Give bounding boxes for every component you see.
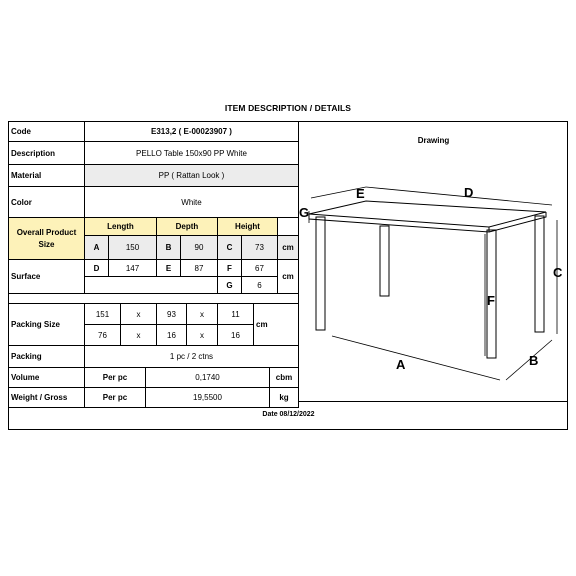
pack2-x1: x bbox=[121, 325, 157, 346]
dim-C-label: C bbox=[218, 236, 242, 260]
overall-size-label-line1: Overall Product bbox=[16, 227, 77, 237]
surface-blank bbox=[85, 277, 218, 294]
description-label: Description bbox=[9, 142, 85, 165]
weight-per: Per pc bbox=[85, 388, 146, 408]
color-value: White bbox=[85, 187, 299, 218]
packing-value: 1 pc / 2 ctns bbox=[85, 346, 299, 368]
leg-back-left bbox=[380, 226, 389, 296]
drawing-letter-F: F bbox=[487, 293, 495, 308]
pack1-length: 151 bbox=[85, 304, 121, 325]
overall-size-label-line2: Size bbox=[38, 239, 55, 249]
drawing-panel bbox=[299, 122, 568, 402]
depth-header: Depth bbox=[157, 218, 218, 236]
dim-F-value: 67 bbox=[242, 260, 278, 277]
document-title: ITEM DESCRIPTION / DETAILS bbox=[224, 103, 352, 113]
color-label: Color bbox=[9, 187, 85, 218]
leg-front-left bbox=[316, 217, 325, 330]
drawing-letter-C: C bbox=[553, 265, 563, 280]
weight-unit: kg bbox=[270, 388, 299, 408]
code-value: E313,2 ( E-00023907 ) bbox=[85, 122, 299, 142]
spacer-row bbox=[9, 294, 299, 304]
surface-label: Surface bbox=[9, 260, 85, 294]
material-label: Material bbox=[9, 165, 85, 187]
table-top-surface bbox=[309, 201, 546, 227]
dim-A-value: 150 bbox=[109, 236, 157, 260]
length-header: Length bbox=[85, 218, 157, 236]
description-value: PELLO Table 150x90 PP White bbox=[85, 142, 299, 165]
dim-G-label: G bbox=[218, 277, 242, 294]
pack2-width: 16 bbox=[157, 325, 187, 346]
dim-D-label: D bbox=[85, 260, 109, 277]
code-label: Code bbox=[9, 122, 85, 142]
material-value: PP ( Rattan Look ) bbox=[85, 165, 299, 187]
spec-sheet bbox=[8, 121, 568, 430]
dim-A-label: A bbox=[85, 236, 109, 260]
packing-size-label: Packing Size bbox=[9, 304, 85, 346]
dim-B-value: 90 bbox=[181, 236, 218, 260]
leg-back-right bbox=[535, 216, 544, 332]
drawing-letter-B: B bbox=[529, 353, 539, 368]
table-drawing bbox=[299, 122, 568, 401]
overall-size-label bbox=[9, 218, 85, 260]
pack2-length: 76 bbox=[85, 325, 121, 346]
date-footer: Date 08/12/2022 bbox=[262, 411, 315, 418]
pack1-x1: x bbox=[121, 304, 157, 325]
weight-value: 19,5500 bbox=[146, 388, 270, 408]
dim-B-label: B bbox=[157, 236, 181, 260]
dim-F-label: F bbox=[218, 260, 242, 277]
dim-G-value: 6 bbox=[242, 277, 278, 294]
height-header: Height bbox=[218, 218, 278, 236]
dim-C-value: 73 bbox=[242, 236, 278, 260]
table-top-front-edge bbox=[309, 214, 489, 232]
drawing-letter-D: D bbox=[464, 185, 474, 200]
pack1-width: 93 bbox=[157, 304, 187, 325]
pack2-x2: x bbox=[187, 325, 218, 346]
volume-per: Per pc bbox=[85, 368, 146, 388]
drawing-letter-E: E bbox=[356, 186, 365, 201]
volume-unit: cbm bbox=[270, 368, 299, 388]
drawing-title: Drawing bbox=[417, 136, 450, 145]
weight-label: Weight / Gross bbox=[9, 388, 85, 408]
height-header-spacer bbox=[278, 218, 299, 236]
overall-unit: cm bbox=[278, 236, 299, 260]
dim-E-value: 87 bbox=[181, 260, 218, 277]
dim-E-label: E bbox=[157, 260, 181, 277]
pack1-height: 11 bbox=[218, 304, 254, 325]
packing-label: Packing bbox=[9, 346, 85, 368]
pack2-height: 16 bbox=[218, 325, 254, 346]
surface-unit: cm bbox=[278, 260, 299, 294]
dim-line-A bbox=[332, 336, 500, 380]
volume-value: 0,1740 bbox=[146, 368, 270, 388]
packing-size-unit: cm bbox=[254, 304, 299, 346]
pack1-x2: x bbox=[187, 304, 218, 325]
dim-D-value: 147 bbox=[109, 260, 157, 277]
volume-label: Volume bbox=[9, 368, 85, 388]
drawing-letter-G: G bbox=[299, 205, 310, 220]
drawing-letter-A: A bbox=[396, 357, 406, 372]
table-top-right-edge bbox=[489, 212, 546, 232]
